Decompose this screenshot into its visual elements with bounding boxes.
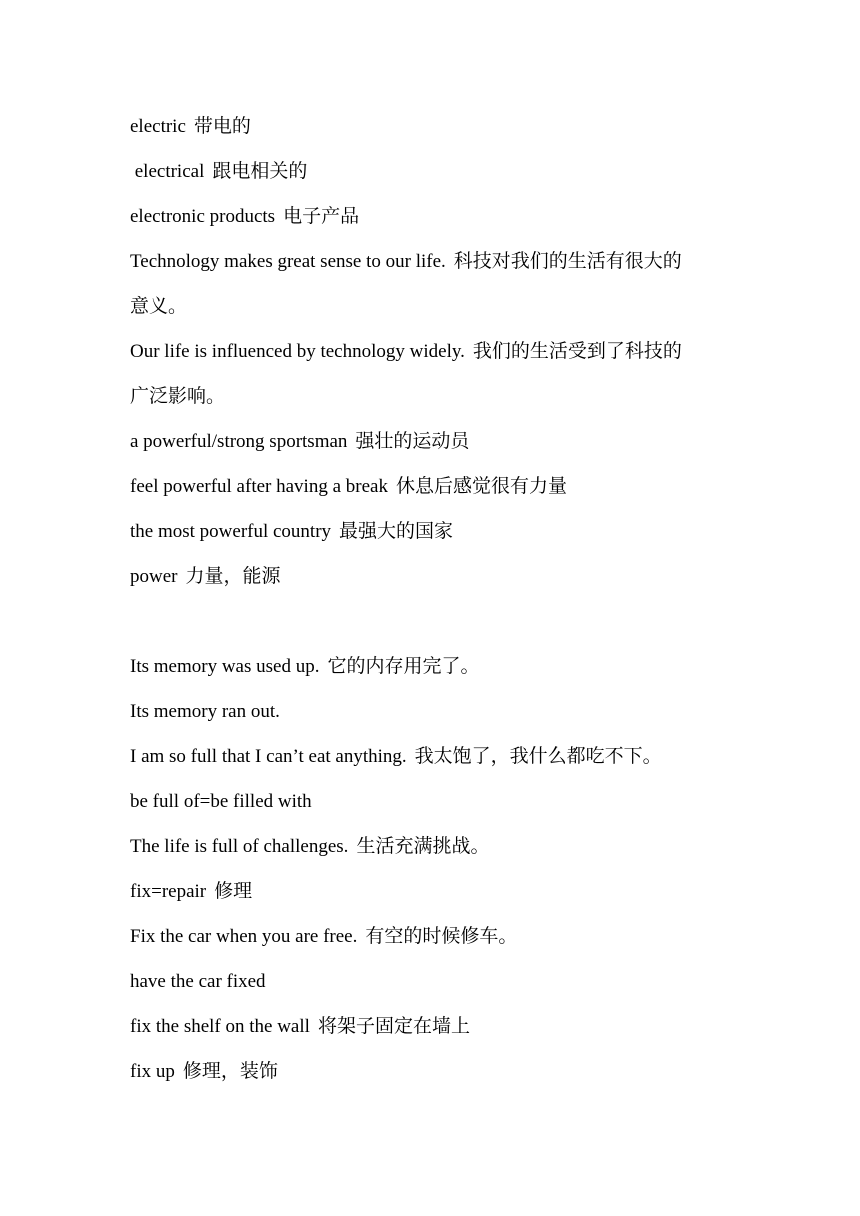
vocabulary-notes — [130, 112, 740, 1102]
chinese-text: 广泛影响。 — [130, 386, 226, 407]
note-line — [130, 877, 740, 922]
note-line — [130, 112, 740, 157]
english-text: Fix the car when you are free. — [130, 926, 358, 947]
note-line — [130, 697, 740, 742]
english-text: I am so full that I can’t eat anything. — [130, 746, 407, 767]
chinese-text: 跟电相关的 — [212, 161, 308, 182]
english-text: fix up — [130, 1061, 175, 1082]
chinese-text: 修理，装饰 — [182, 1061, 278, 1082]
chinese-text: 我太饱了，我什么都吃不下。 — [414, 746, 662, 767]
chinese-text: 有空的时候修车。 — [365, 926, 518, 947]
note-line — [130, 1012, 740, 1057]
english-text: The life is full of challenges. — [130, 836, 349, 857]
chinese-text: 我们的生活受到了科技的 — [472, 341, 682, 362]
note-line — [130, 652, 740, 697]
chinese-text: 强壮的运动员 — [355, 431, 470, 452]
english-text: fix the shelf on the wall — [130, 1016, 310, 1037]
chinese-text: 将架子固定在墙上 — [317, 1016, 470, 1037]
english-text: feel powerful after having a break — [130, 476, 388, 497]
english-text: Its memory ran out. — [130, 701, 280, 722]
chinese-text: 最强大的国家 — [339, 521, 454, 542]
chinese-text: 电子产品 — [283, 206, 360, 227]
chinese-text: 休息后感觉很有力量 — [395, 476, 567, 497]
note-line — [130, 1057, 740, 1102]
note-line — [130, 337, 740, 382]
chinese-text: 修理 — [214, 881, 253, 902]
english-text: power — [130, 566, 178, 587]
note-line — [130, 967, 740, 1012]
note-line — [130, 787, 740, 832]
english-text: Technology makes great sense to our life. — [130, 251, 446, 272]
english-text: Its memory was used up. — [130, 656, 320, 677]
chinese-text: 它的内存用完了。 — [327, 656, 480, 677]
note-line — [130, 832, 740, 877]
note-line — [130, 427, 740, 472]
note-line — [130, 922, 740, 967]
english-text: electric — [130, 116, 186, 137]
note-line-continuation — [130, 292, 740, 337]
english-text: electronic products — [130, 206, 276, 227]
english-text: a powerful/strong sportsman — [130, 431, 348, 452]
chinese-text: 生活充满挑战。 — [356, 836, 490, 857]
english-text: have the car fixed — [130, 971, 266, 992]
note-line — [130, 157, 740, 202]
note-line — [130, 202, 740, 247]
english-text: fix=repair — [130, 881, 207, 902]
chinese-text: 意义。 — [130, 296, 188, 317]
blank-line — [130, 607, 740, 652]
note-line — [130, 247, 740, 292]
note-line — [130, 517, 740, 562]
note-line-continuation — [130, 382, 740, 427]
english-text: Our life is influenced by technology widely. — [130, 341, 465, 362]
english-text: be full of=be filled with — [130, 791, 312, 812]
chinese-text: 带电的 — [193, 116, 251, 137]
note-line — [130, 472, 740, 517]
english-text: the most powerful country — [130, 521, 332, 542]
english-text: electrical — [130, 161, 205, 182]
chinese-text: 力量，能源 — [185, 566, 281, 587]
note-line — [130, 742, 740, 787]
note-line — [130, 562, 740, 607]
chinese-text: 科技对我们的生活有很大的 — [453, 251, 682, 272]
